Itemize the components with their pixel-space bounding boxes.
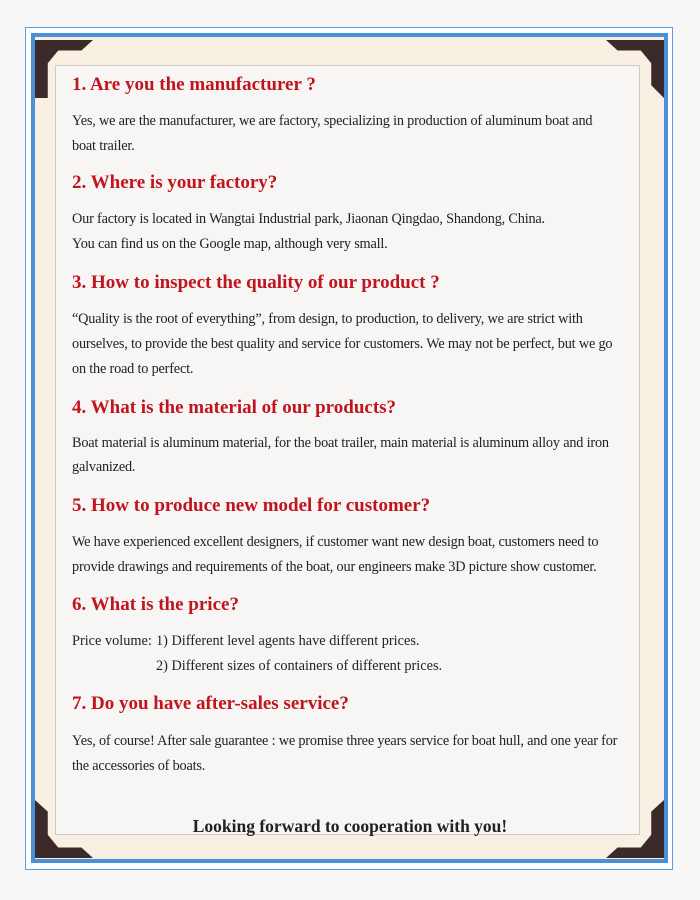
- question-4: 4. What is the material of our products?: [72, 397, 397, 418]
- price-item: 2) Different sizes of containers of different prices.: [156, 658, 443, 674]
- question-6: 6. What is the price?: [72, 594, 239, 615]
- answer-line: Our factory is located in Wangtai Industrial park, Jiaonan Qingdao, Shandong, China.: [72, 211, 545, 227]
- answer-line: the accessories of boats.: [72, 758, 206, 774]
- question-2: 2. Where is your factory?: [72, 172, 278, 193]
- price-volume-label: Price volume:: [72, 633, 152, 649]
- answer-line: We have experienced excellent designers, if customer want new design boat, customers need to: [72, 534, 599, 550]
- question-7: 7. Do you have after-sales service?: [72, 693, 349, 714]
- question-1: 1. Are you the manufacturer ?: [72, 74, 316, 95]
- question-3: 3. How to inspect the quality of our product ?: [72, 272, 440, 293]
- answer-line: on the road to perfect.: [72, 361, 194, 377]
- answer-line: ourselves, to provide the best quality and service for customers. We may not be perfect, but we go: [72, 336, 613, 352]
- answer-line: Yes, we are the manufacturer, we are factory, specializing in production of aluminum boat and: [72, 113, 593, 129]
- answer-line: “Quality is the root of everything”, from design, to production, to delivery, we are strict with: [72, 311, 583, 327]
- closing-message: Looking forward to cooperation with you!: [192, 816, 508, 836]
- answer-line: provide drawings and requirements of the boat, our engineers make 3D picture show customer.: [72, 559, 597, 575]
- faq-content: [72, 0, 645, 900]
- question-5: 5. How to produce new model for customer?: [72, 495, 431, 516]
- answer-line: galvanized.: [72, 459, 136, 475]
- answer-line: You can find us on the Google map, although very small.: [72, 236, 388, 252]
- answer-line: Boat material is aluminum material, for the boat trailer, main material is aluminum alloy and iron: [72, 435, 609, 451]
- answer-line: Yes, of course! After sale guarantee : we promise three years service for boat hull, and one year for: [72, 733, 618, 749]
- price-item: 1) Different level agents have different prices.: [156, 633, 420, 649]
- answer-line: boat trailer.: [72, 138, 135, 154]
